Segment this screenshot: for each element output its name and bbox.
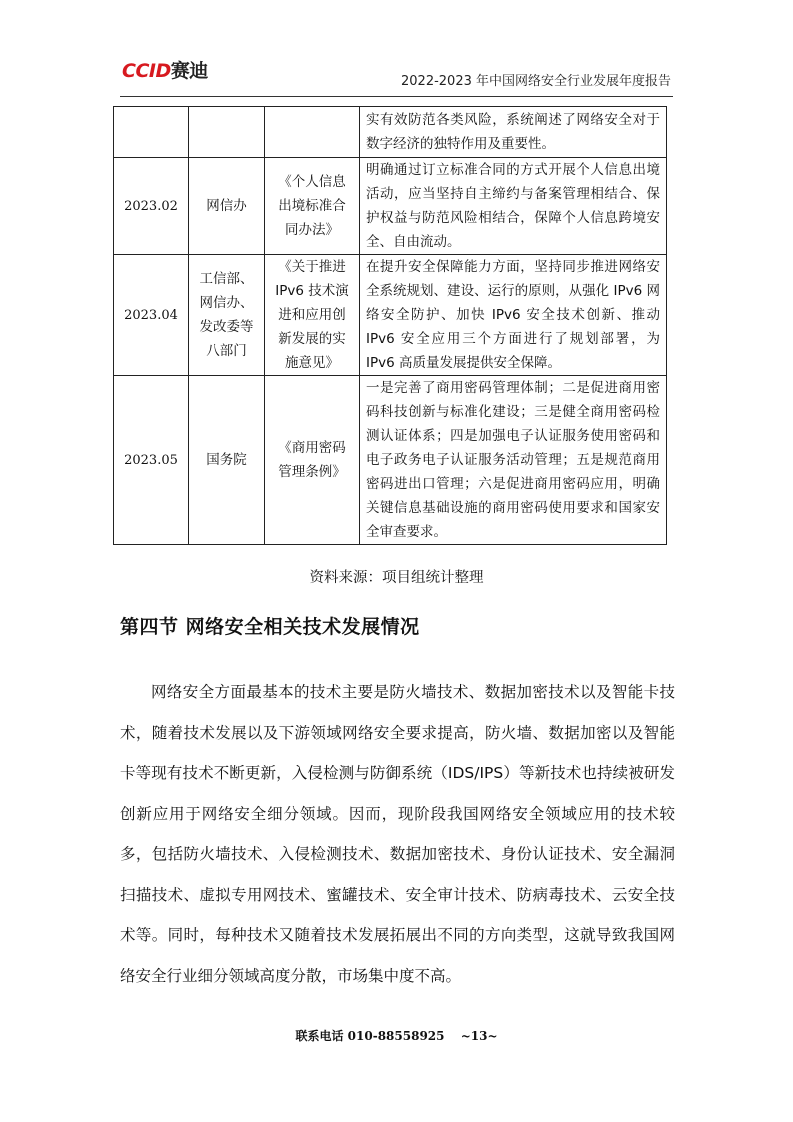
desc-cell: 明确通过订立标准合同的方式开展个人信息出境活动，应当坚持自主缔约与备案管理相结合、保护权益与防范风险相结合，保障个人信息跨境安全、自由流动。 [360,158,667,255]
page-number: ~13~ [460,1029,498,1043]
dept-cell: 国务院 [189,376,265,545]
desc-cell: 实有效防范各类风险，系统阐述了网络安全对于数字经济的独特作用及重要性。 [360,107,667,158]
table-row [114,255,667,376]
table-row [114,158,667,255]
date-cell: 2023.05 [114,376,189,545]
report-title: 2022-2023 年中国网络安全行业发展年度报告 [401,74,671,89]
source-note: 资料来源：项目组统计整理 [309,570,484,586]
date-cell: 2023.02 [114,158,189,255]
policy-table [113,106,667,545]
table-row [114,376,667,545]
table-row [114,107,667,158]
header-divider [120,96,673,97]
doc-cell: 《个人信息出境标准合同办法》 [265,158,360,255]
contact-phone: 联系电话 010-88558925 [295,1029,445,1043]
dept-cell: 工信部、网信办、发改委等八部门 [189,255,265,376]
desc-cell: 在提升安全保障能力方面，坚持同步推进网络安全系统规划、建设、运行的原则，从强化 IPv6 网络安全防护、加快 IPv6 安全技术创新、推动 IPv6 安全应用三个方面进行了规划部署，为 IPv6 高质量发展提供安全保障。 [360,255,667,376]
doc-cell: 《关于推进IPv6 技术演进和应用创新发展的实施意见》 [265,255,360,376]
doc-cell [265,107,360,158]
date-cell: 2023.04 [114,255,189,376]
body-paragraph: 网络安全方面最基本的技术主要是防火墙技术、数据加密技术以及智能卡技术，随着技术发展以及下游领域网络安全要求提高，防火墙、数据加密以及智能卡等现有技术不断更新，入侵检测与防御系统（IDS/IPS）等新技术也持续被研发创新应用于网络安全细分领域。因而，现阶段我国网络安全领域应用的技术较多，包括防火墙技术、入侵检测技术、数据加密技术、身份认证技术、安全漏洞扫描技术、虚拟专用网技术、蜜罐技术、安全审计技术、防病毒技术、云安全技术等。同时，每种技术又随着技术发展拓展出不同的方向类型，这就导致我国网络安全行业细分领域高度分散，市场集中度不高。 [120,683,675,985]
dept-cell: 网信办 [189,158,265,255]
dept-cell [189,107,265,158]
doc-cell: 《商用密码管理条例》 [265,376,360,545]
date-cell [114,107,189,158]
logo-cn-text: 赛迪 [170,60,208,82]
logo-ccid-text: CCID [122,60,171,82]
desc-cell: 一是完善了商用密码管理体制；二是促进商用密码科技创新与标准化建设；三是健全商用密码检测认证体系；四是加强电子认证服务使用密码和电子政务电子认证服务活动管理；五是规范商用密码进出口管理；六是促进商用密码应用，明确关键信息基础设施的商用密码使用要求和国家安全审查要求。 [360,376,667,545]
page-footer [0,1027,793,1044]
ccid-logo [122,60,208,82]
section-heading: 第四节 网络安全相关技术发展情况 [120,616,420,638]
